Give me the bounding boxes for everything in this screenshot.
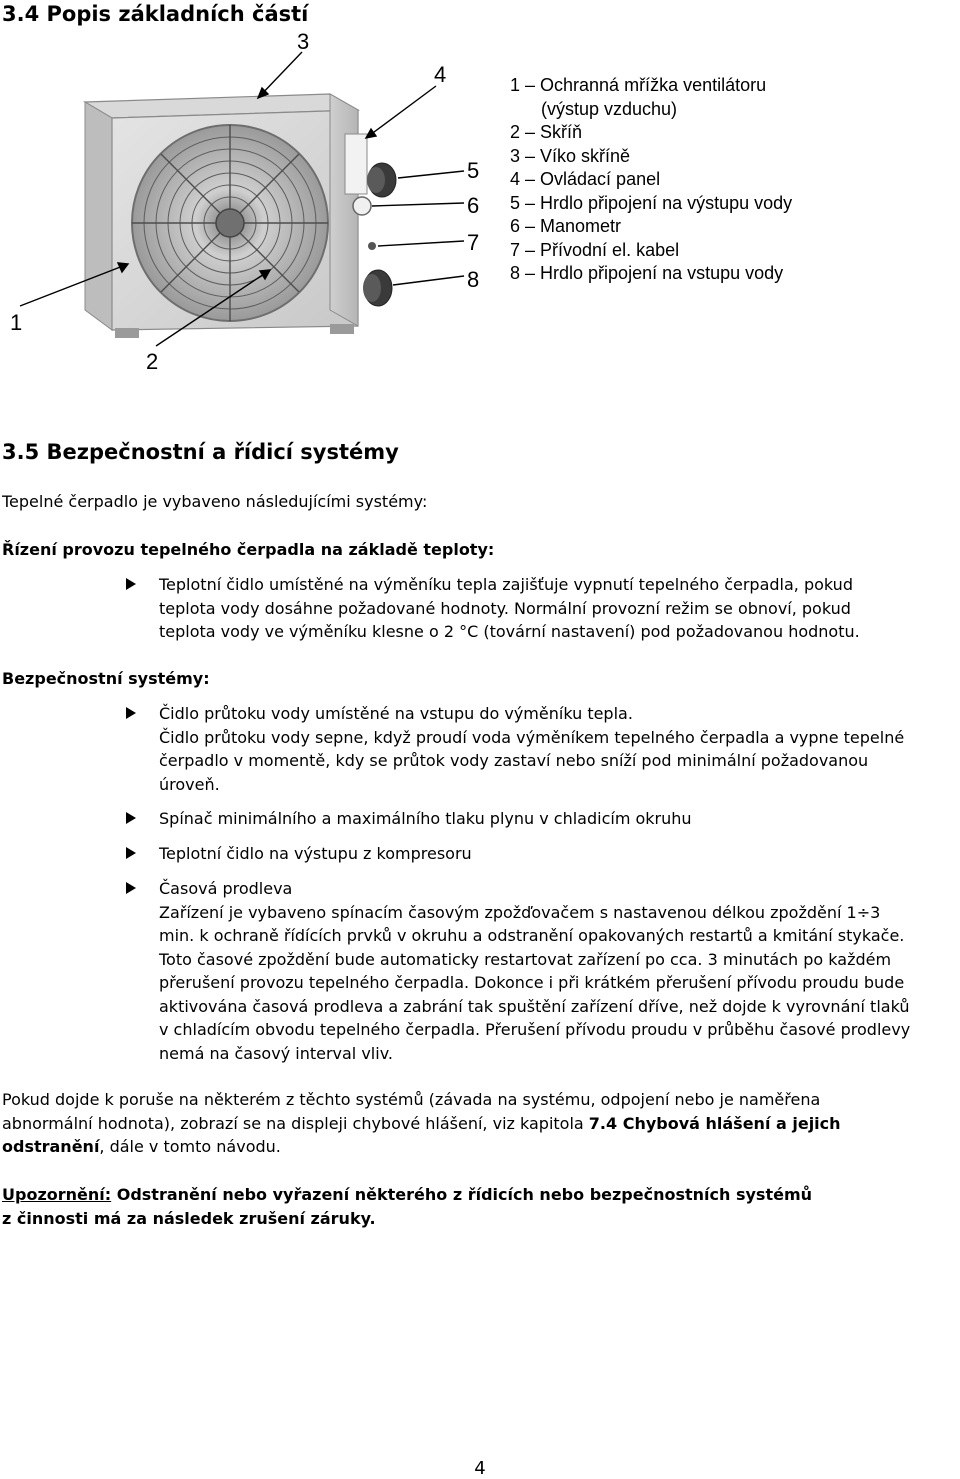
bullet-arrow-icon [126, 847, 136, 859]
control-bullet-line: Teplotní čidlo umístěné na výměníku tepla zajišťuje vypnutí tepelného čerpadla, pokud [159, 575, 853, 594]
legend-item: 5 – Hrdlo připojení na výstupu vody [510, 192, 793, 213]
bullet-line: Teplotní čidlo na výstupu z kompresoru [159, 844, 472, 863]
bullet-line: Toto časové zpoždění bude automaticky restartovat zařízení po cca. 3 minutách po každém [159, 949, 892, 969]
bullet-arrow-icon [126, 882, 136, 894]
legend-item: 1 – Ochranná mřížka ventilátoru [510, 75, 767, 95]
bullet-line: Čidlo průtoku vody umístěné na vstupu do výměníku tepla. [159, 704, 633, 723]
control-bullet-line: teplota vody ve výměníku klesne o 2 °C (tovární nastavení) pod požadovanou hodnotu. [159, 622, 860, 641]
fault-paragraph [2, 1088, 841, 1159]
bullet-line: nemá na časový interval vliv. [159, 1043, 393, 1063]
callout-5: 5 [467, 158, 480, 183]
callout-7: 7 [467, 230, 480, 255]
safety-bullet-flow [126, 702, 958, 796]
bullet-line: úroveň. [159, 774, 220, 794]
fault-line: , dále v tomto návodu. [99, 1137, 281, 1156]
fault-line: Pokud dojde k poruše na některém z těchto systémů (závada na systému, odpojení nebo je naměřena [2, 1090, 821, 1109]
page-number: 4 [474, 1458, 486, 1479]
callout-6: 6 [467, 193, 480, 218]
legend-item: (výstup vzduchu) [541, 98, 678, 119]
legend-item: 4 – Ovládací panel [510, 169, 661, 189]
bullet-line: Časová prodleva [159, 879, 293, 898]
legend-item: 3 – Víko skříně [510, 145, 631, 166]
callout-2: 2 [146, 349, 159, 374]
chapter-reference: 7.4 Chybová hlášení a jejich [588, 1113, 841, 1133]
warning-text: Odstranění nebo vyřazení některého z řídicích nebo bezpečnostních systémů [111, 1185, 813, 1204]
bullet-arrow-icon [126, 707, 136, 719]
bullet-line: aktivována časová prodleva a zabrání tak spuštění zařízení dříve, než dojde k vyrovnání tlaků [159, 996, 910, 1016]
bullet-line: Čidlo průtoku vody sepne, když proudí voda výměníkem tepelného čerpadla a vypne tepelné [159, 727, 905, 747]
legend-item: 8 – Hrdlo připojení na vstupu vody [510, 263, 784, 283]
bullet-arrow-icon [126, 578, 136, 590]
safety-heading: Bezpečnostní systémy: [2, 669, 210, 688]
safety-bullet-temp [126, 842, 958, 866]
bullet-line: čerpadlo v momentě, kdy se průtok vody zastaví nebo sníží pod minimální požadovanou [159, 751, 869, 770]
legend-item: 2 – Skříň [510, 122, 583, 142]
safety-bullet-pressure [126, 807, 958, 831]
safety-bullet-delay [126, 877, 958, 1065]
warning-note [2, 1183, 812, 1230]
legend-item: 7 – Přívodní el. kabel [510, 239, 680, 260]
callout-8: 8 [467, 267, 480, 292]
callout-1: 1 [10, 310, 23, 335]
section-heading-3-5: 3.5 Bezpečnostní a řídicí systémy [2, 440, 399, 464]
callout-4: 4 [434, 62, 447, 87]
control-heading: Řízení provozu tepelného čerpadla na základě teploty: [2, 540, 495, 559]
warning-text: z činnosti má za následek zrušení záruky. [2, 1208, 376, 1228]
control-bullet [126, 573, 958, 644]
bullet-line: přerušení provozu tepelného čerpadla. Dokonce i při krátkém přerušení přívodu proudu bude [159, 973, 905, 992]
fault-line: abnormální hodnota), zobrazí se na displeji chybové hlášení, viz kapitola [2, 1113, 589, 1133]
parts-legend [510, 74, 792, 286]
control-bullet-line: teplota vody dosáhne požadované hodnoty. Normální provozní režim se obnoví, pokud [159, 598, 851, 618]
legend-item: 6 – Manometr [510, 216, 622, 236]
callout-3: 3 [297, 29, 310, 54]
bullet-arrow-icon [126, 812, 136, 824]
heat-pump-body [85, 94, 396, 338]
chapter-reference-cont: odstranění [2, 1137, 100, 1156]
bullet-line: min. k ochraně řídících prvků v okruhu a odstranění opakovaných restartů a kmitání stykače. [159, 926, 905, 945]
warning-label: Upozornění: [2, 1185, 112, 1204]
bullet-line: Spínač minimálního a maximálního tlaku plynu v chladicím okruhu [159, 809, 692, 828]
section-heading-3-4: 3.4 Popis základních částí [2, 2, 309, 26]
heat-pump-illustration [0, 28, 500, 378]
bullet-line: v chladícím obvodu tepelného čerpadla. Přerušení přívodu proudu v průběhu časové prodlevy [159, 1020, 911, 1039]
bullet-line: Zařízení je vybaveno spínacím časovým zpožďovačem s nastavenou délkou zpoždění 1÷3 [159, 902, 881, 922]
intro-text: Tepelné čerpadlo je vybaveno následujícími systémy: [2, 492, 428, 511]
